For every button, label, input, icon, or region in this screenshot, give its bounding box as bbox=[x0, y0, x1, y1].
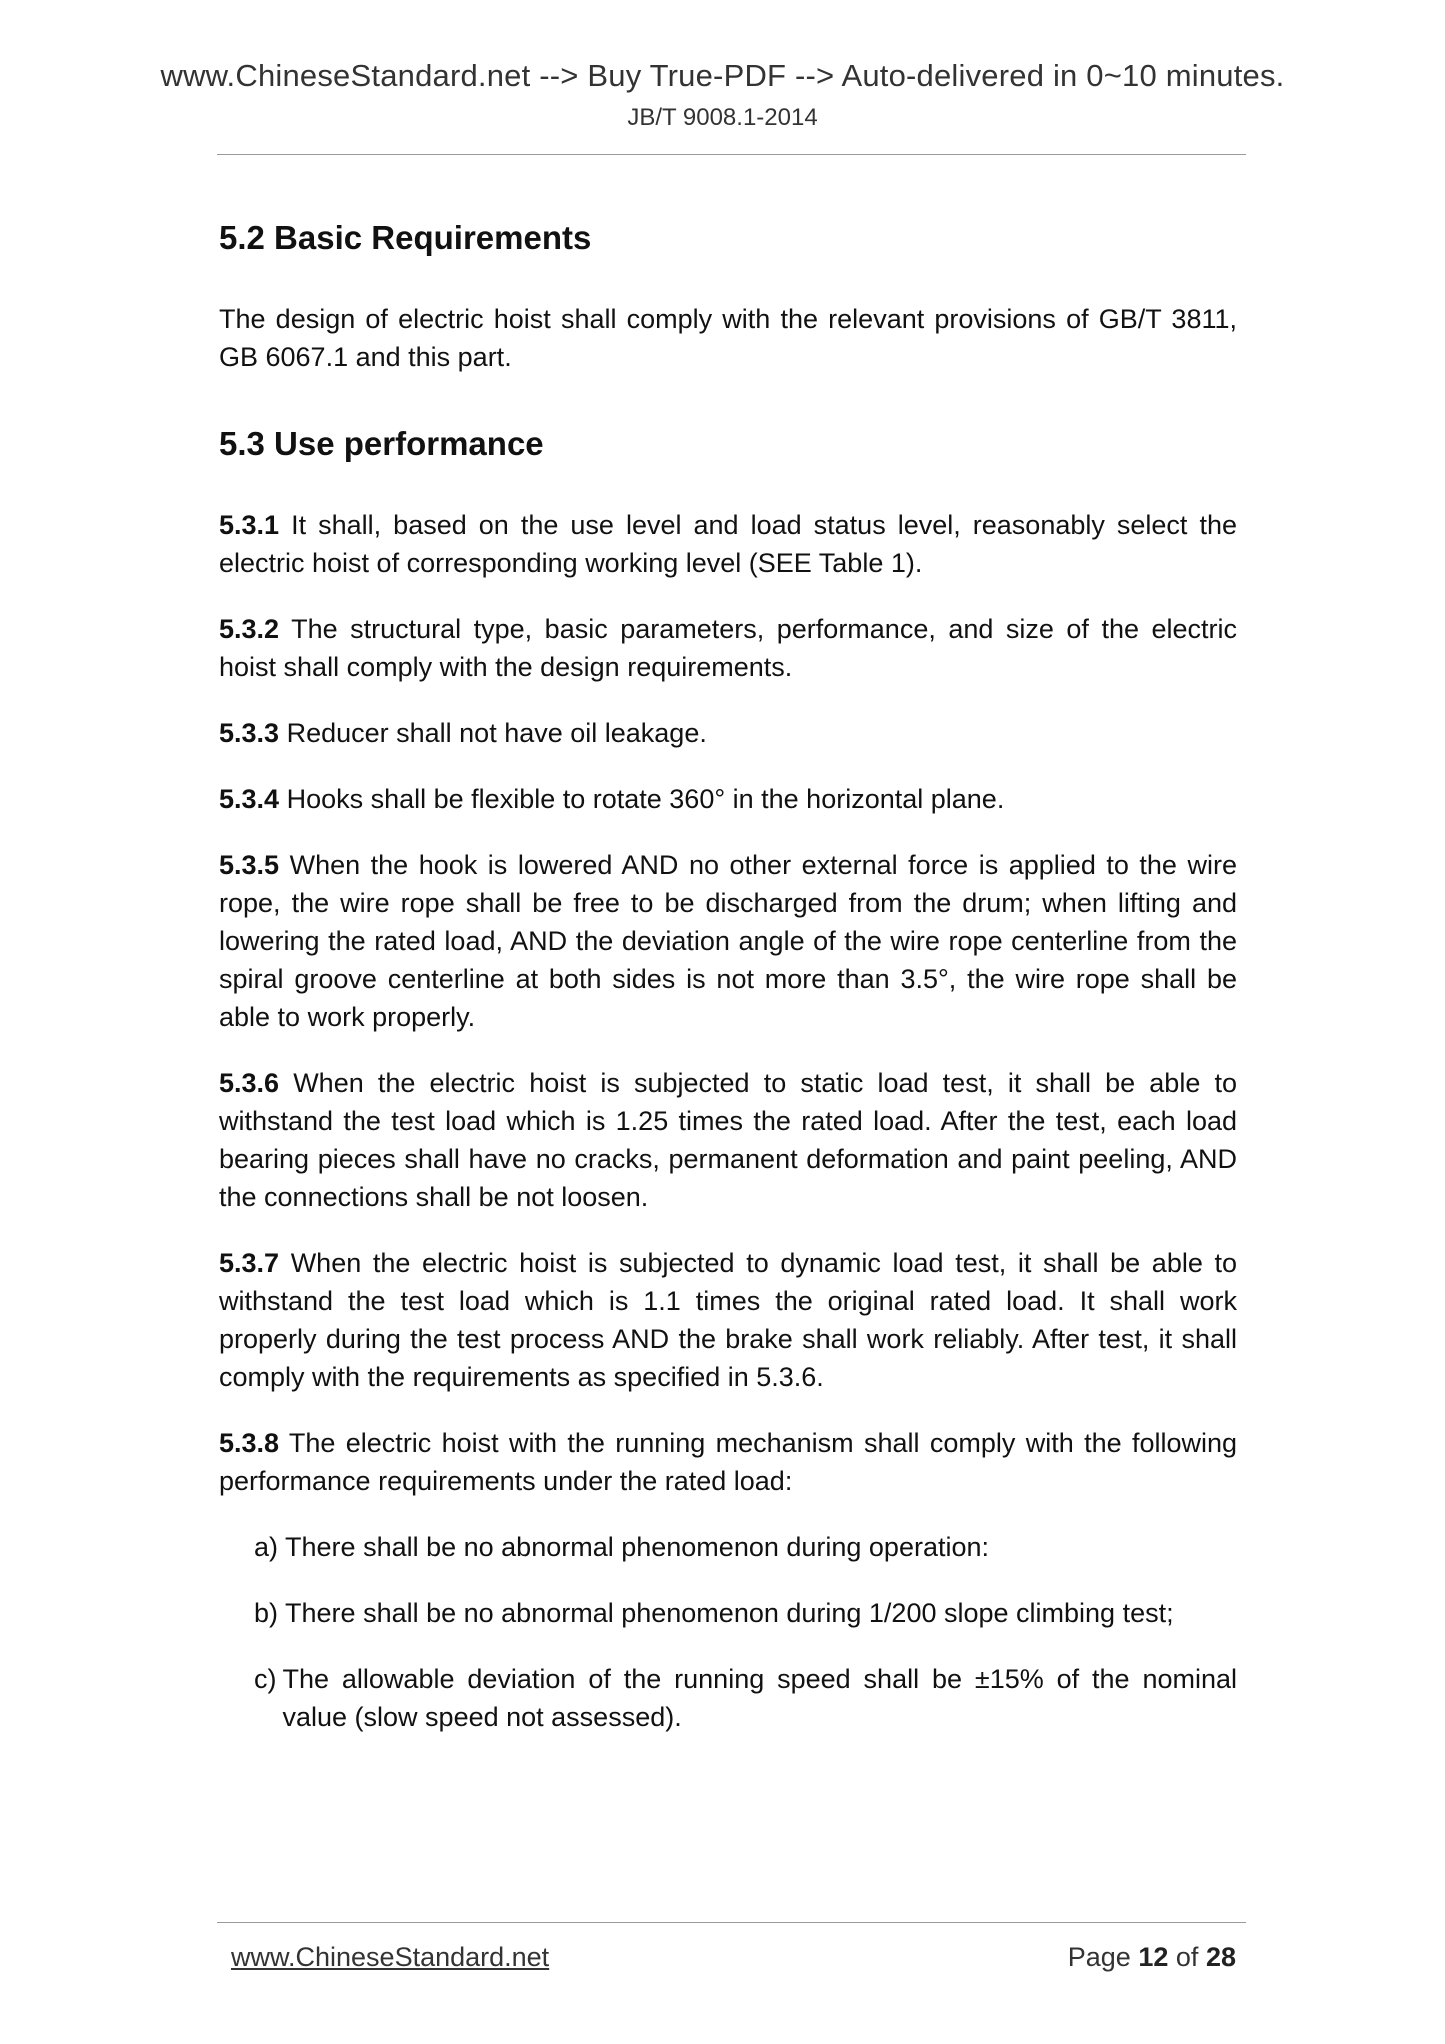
header-divider bbox=[217, 154, 1246, 155]
clause-number: 5.3.8 bbox=[219, 1428, 280, 1458]
page-total: 28 bbox=[1205, 1942, 1236, 1972]
list-item-b bbox=[219, 1594, 1237, 1632]
clause-text: When the electric hoist is subjected to dynamic load test, it shall be able to withstand the test load which is 1.1 times the original rated load. It shall work properly during the test process AND the brake shall work reliably. After test, it shall comply with the requirements as specified in 5.3.6. bbox=[219, 1248, 1237, 1392]
clause-5-3-1 bbox=[219, 506, 1237, 582]
list-item-a bbox=[219, 1528, 1237, 1566]
list-label: a) bbox=[254, 1532, 279, 1562]
list-text: There shall be no abnormal phenomenon during operation: bbox=[285, 1532, 990, 1562]
clause-5-3-2 bbox=[219, 610, 1237, 686]
clause-number: 5.3.3 bbox=[219, 718, 280, 748]
footer-page-number bbox=[1068, 1942, 1236, 1973]
clause-5-3-8 bbox=[219, 1424, 1237, 1500]
header-standard-number: JB/T 9008.1-2014 bbox=[627, 104, 818, 131]
clause-number: 5.3.5 bbox=[219, 850, 280, 880]
footer-site-link[interactable]: www.ChineseStandard.net bbox=[231, 1942, 550, 1972]
list-item-c bbox=[219, 1660, 1237, 1736]
document-body bbox=[219, 216, 1237, 1736]
page-current: 12 bbox=[1138, 1942, 1169, 1972]
list-text: The allowable deviation of the running speed shall be ±15% of the nominal value (slow speed not assessed). bbox=[282, 1664, 1237, 1732]
clause-number: 5.3.6 bbox=[219, 1068, 280, 1098]
list-text: There shall be no abnormal phenomenon during 1/200 slope climbing test; bbox=[285, 1598, 1174, 1628]
clause-text: Hooks shall be flexible to rotate 360° in the horizontal plane. bbox=[286, 784, 1005, 814]
clause-text: When the electric hoist is subjected to static load test, it shall be able to withstand the test load which is 1.25 times the rated load. After the test, each load bearing pieces shall have no cracks, permanent deformation and paint peeling, AND the connections shall be not loosen. bbox=[219, 1068, 1237, 1212]
clause-5-3-5 bbox=[219, 846, 1237, 1036]
clause-5-3-3 bbox=[219, 714, 1237, 752]
page-of: of bbox=[1175, 1942, 1199, 1972]
footer-divider bbox=[217, 1922, 1246, 1923]
section-5-2-paragraph: The design of electric hoist shall comply with the relevant provisions of GB/T 3811, GB 6067.1 and this part. bbox=[219, 304, 1237, 372]
clause-5-3-7 bbox=[219, 1244, 1237, 1396]
clause-text: Reducer shall not have oil leakage. bbox=[286, 718, 707, 748]
clause-text: When the hook is lowered AND no other external force is applied to the wire rope, the wire rope shall be free to be discharged from the drum; when lifting and lowering the rated load, AND the deviation angle of the wire rope centerline from the spiral groove centerline at both sides is not more than 3.5°, the wire rope shall be able to work properly. bbox=[219, 850, 1237, 1032]
clause-5-3-4 bbox=[219, 780, 1237, 818]
clause-text: The electric hoist with the running mechanism shall comply with the following performance requirements under the rated load: bbox=[219, 1428, 1238, 1496]
page-prefix: Page bbox=[1067, 1942, 1131, 1972]
clause-number: 5.3.4 bbox=[219, 784, 280, 814]
clause-text: It shall, based on the use level and load status level, reasonably select the electric hoist of corresponding working level (SEE Table 1). bbox=[219, 510, 1237, 578]
clause-number: 5.3.2 bbox=[219, 614, 280, 644]
clause-5-3-6 bbox=[219, 1064, 1237, 1216]
list-label: c) bbox=[254, 1664, 277, 1694]
clause-number: 5.3.1 bbox=[219, 510, 280, 540]
clause-text: The structural type, basic parameters, performance, and size of the electric hoist shall comply with the design requirements. bbox=[219, 614, 1237, 682]
clause-number: 5.3.7 bbox=[219, 1248, 280, 1278]
section-heading-5-2: 5.2 Basic Requirements bbox=[219, 219, 592, 256]
list-label: b) bbox=[254, 1598, 279, 1628]
header-site-banner: www.ChineseStandard.net --> Buy True-PDF --> Auto-delivered in 0~10 minutes. bbox=[160, 58, 1285, 93]
section-heading-5-3: 5.3 Use performance bbox=[219, 425, 544, 462]
